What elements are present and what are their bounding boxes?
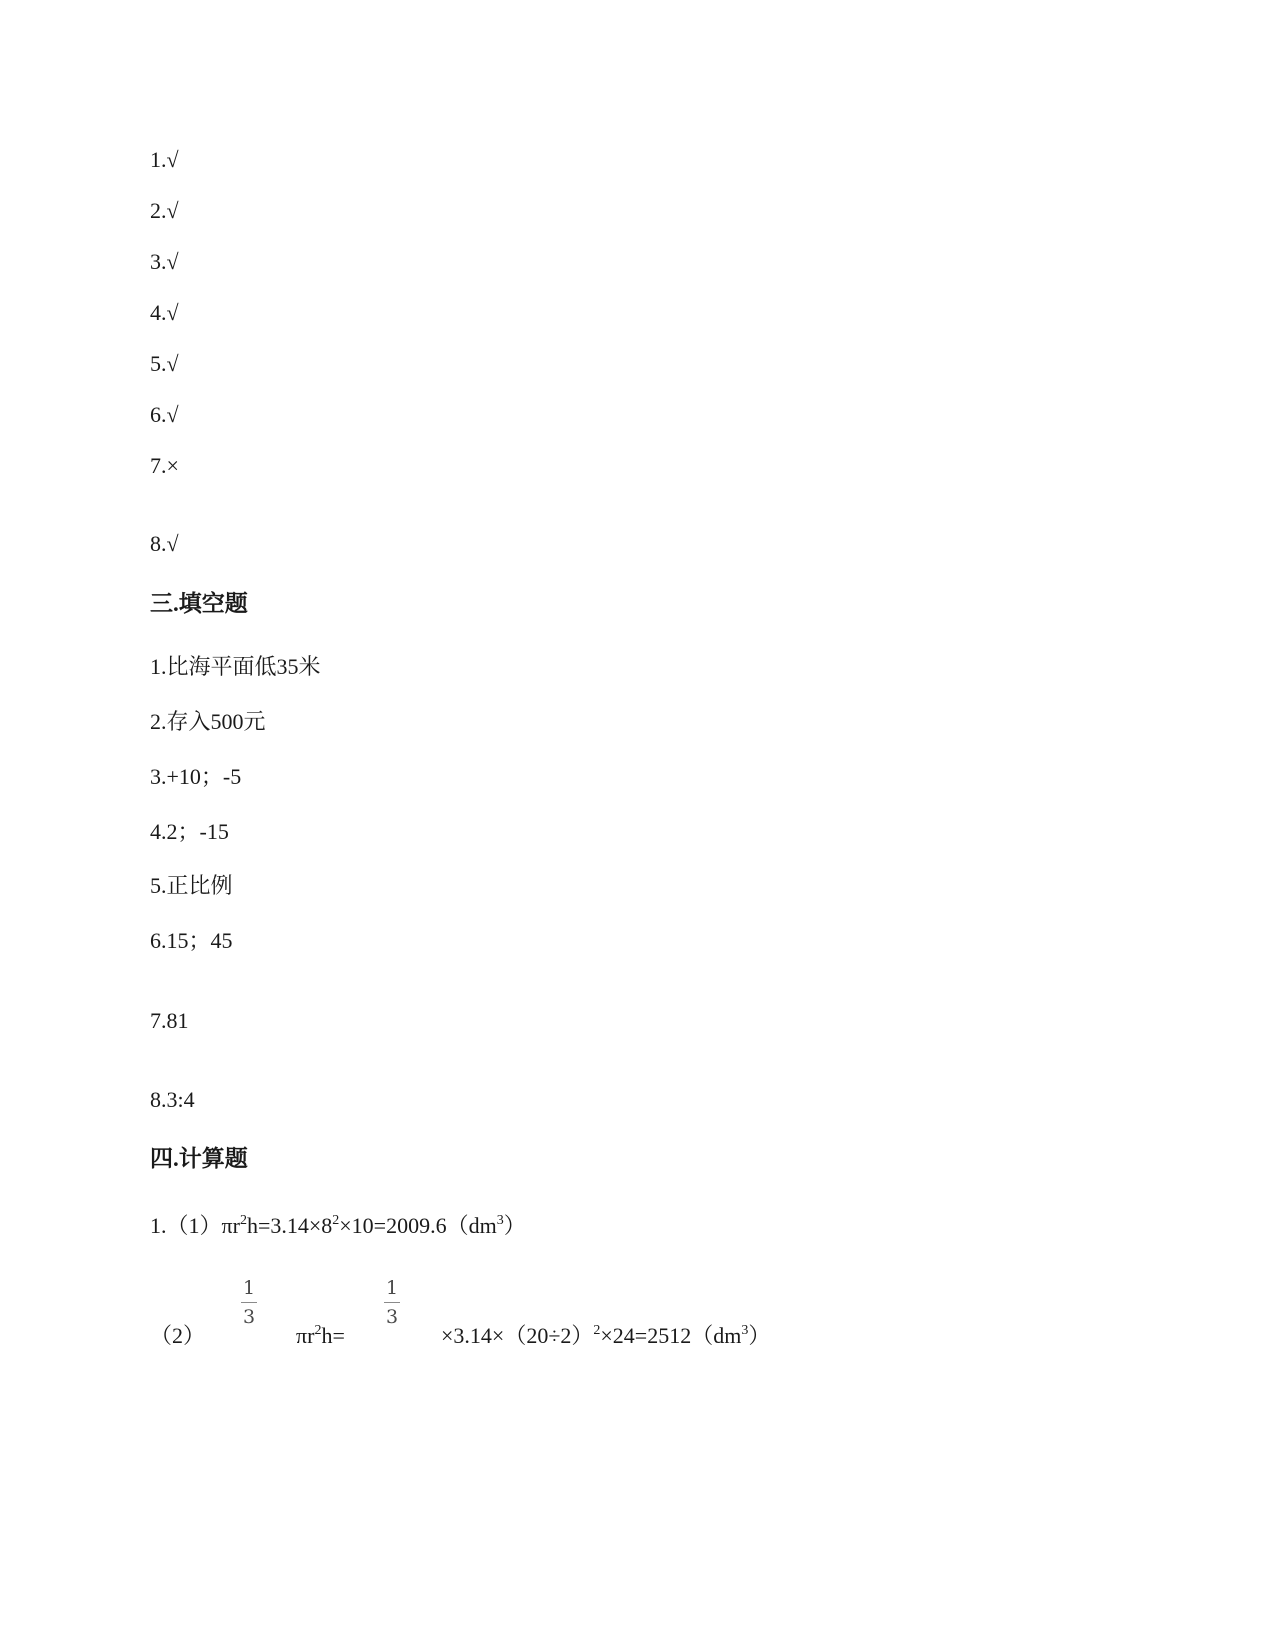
fill-answer-1: 1.比海平面低35米	[150, 654, 321, 679]
fraction-one-third-2	[381, 1276, 403, 1329]
fraction-bar	[384, 1302, 400, 1303]
judgement-answer-6: 6.√	[150, 402, 179, 427]
fill-answer-6: 6.15；45	[150, 928, 233, 953]
section-title-calculation: 四.计算题	[150, 1146, 248, 1171]
calc1-exponent-3: 3	[496, 1213, 504, 1228]
calc1-exponent-2: 2	[332, 1213, 340, 1228]
judgement-answer-3: 3.√	[150, 249, 179, 274]
judgement-answer-2: 2.√	[150, 198, 179, 223]
fill-answer-3: 3.+10；-5	[150, 764, 242, 789]
calc2-label: （2）	[150, 1323, 206, 1348]
calc1-suffix: ）	[503, 1213, 526, 1238]
calc1-prefix: 1.（1）πr	[150, 1213, 240, 1238]
calc2-formula	[296, 1322, 345, 1350]
fill-answer-7: 7.81	[150, 1008, 189, 1033]
judgement-answer-8: 8.√	[150, 531, 179, 556]
calc1-middle-2: ×10=2009.6（dm	[339, 1213, 497, 1238]
calc2-h-equals: h=	[321, 1323, 345, 1348]
calc2-exponent-unit: 3	[741, 1323, 749, 1338]
section-title-fill-in: 三.填空题	[150, 591, 248, 616]
judgement-answer-1: 1.√	[150, 147, 179, 172]
fill-answer-8: 8.3:4	[150, 1087, 195, 1112]
calc2-close-paren: ）	[748, 1323, 771, 1348]
fraction-denominator: 3	[385, 1306, 399, 1328]
calc2-exponent-a: 2	[314, 1323, 322, 1338]
fraction-denominator: 3	[242, 1306, 256, 1328]
fill-answer-5: 5.正比例	[150, 873, 233, 898]
fraction-numerator: 1	[385, 1277, 399, 1299]
judgement-answer-5: 5.√	[150, 351, 179, 376]
judgement-answer-7: 7.×	[150, 453, 179, 478]
fill-answer-4: 4.2；-15	[150, 819, 229, 844]
calc2-computation	[441, 1322, 770, 1350]
fraction-bar	[241, 1302, 257, 1303]
calc2-result: ×24=2512（dm	[600, 1323, 742, 1348]
fraction-one-third-1	[238, 1276, 260, 1329]
calc1-middle-1: h=3.14×8	[246, 1213, 333, 1238]
fraction-numerator: 1	[242, 1277, 256, 1299]
fill-answer-2: 2.存入500元	[150, 709, 266, 734]
calc2-pi-r: πr	[296, 1323, 315, 1348]
calc2-expression: ×3.14×（20÷2）	[441, 1323, 594, 1348]
judgement-answer-4: 4.√	[150, 300, 179, 325]
calc1-exponent-1: 2	[239, 1213, 247, 1228]
calc2-exponent-b: 2	[593, 1323, 601, 1338]
calc-answer-1-part-1	[150, 1212, 526, 1240]
